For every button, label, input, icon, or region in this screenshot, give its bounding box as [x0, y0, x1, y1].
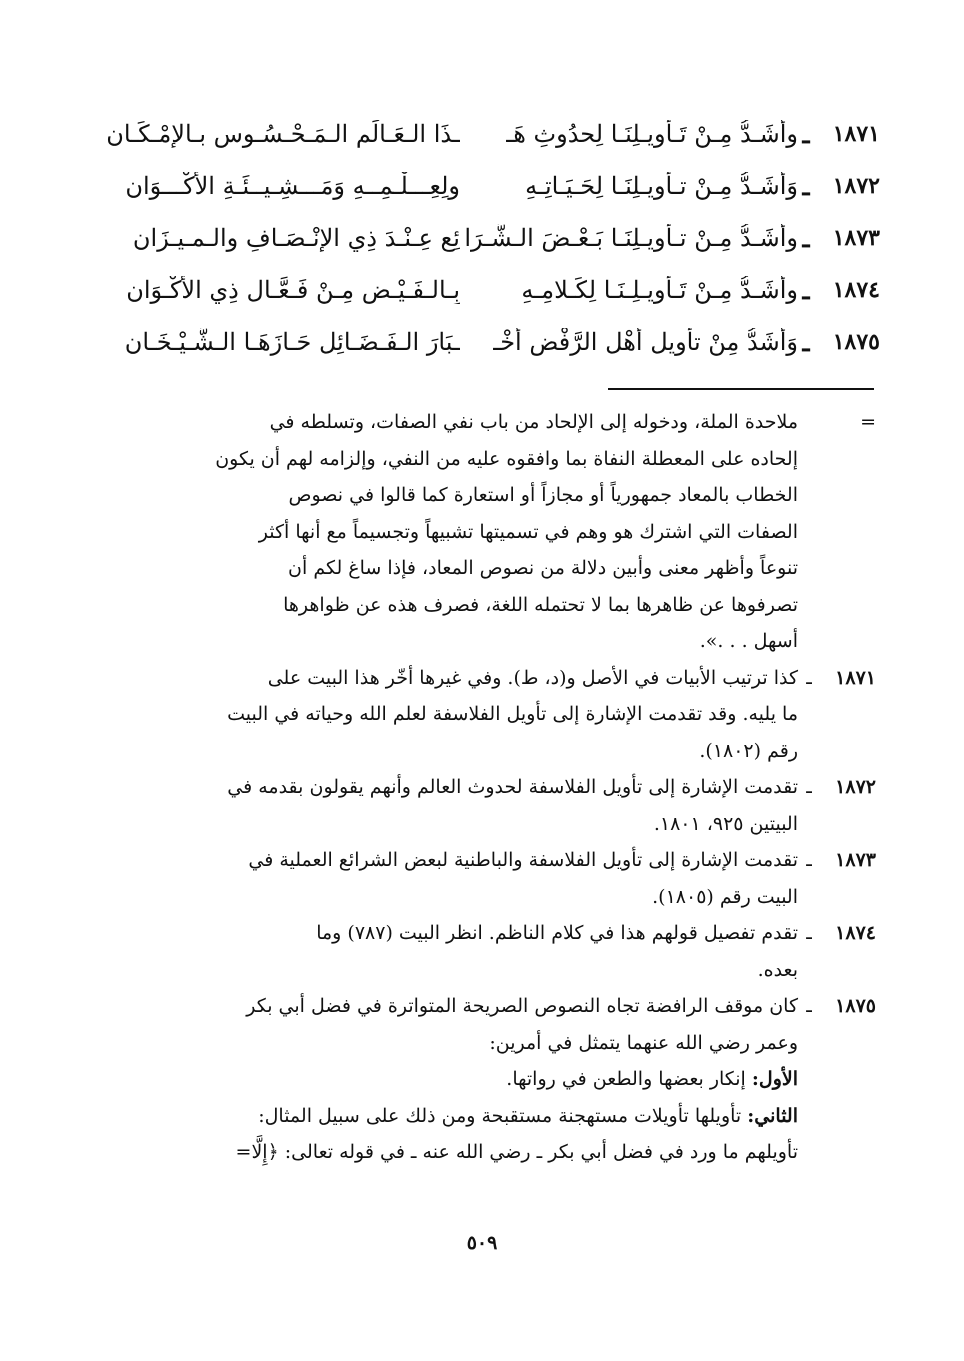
poem-verses	[80, 108, 880, 368]
footnote-line: الخطاب بالمعاد جمهورياً أو مجازاً أو استعارة كما قالوا في نصوص	[288, 484, 798, 506]
verse-second-hemistich: ولِعِـــلْـمِــهِ وَمَـــشِـيــئَـةِ الأكْـــوَانِ	[125, 172, 460, 200]
footnote-number: ١٨٧٥	[835, 995, 876, 1017]
verse-number: ١٨٧٤	[832, 277, 880, 303]
footnote-line: أسهل . . .».	[699, 630, 798, 652]
item-text: تأويلها تأويلات مستهجنة مستقبحة ومن ذلك على سبيل المثال:	[258, 1104, 748, 1127]
verse-row	[80, 160, 880, 212]
footnote	[80, 988, 876, 1171]
verse-first-hemistich: وأشَـدُّ مِـنْ تَـأويـلِنَـا لِحدُوثِ هَـ	[506, 120, 798, 148]
footnote-continuation	[80, 404, 876, 660]
footnote-line: تقدمت الإشارة إلى تأويل الفلاسفة لحدوث العالم وأنهم يقولون بقدمه في	[227, 776, 798, 798]
item-label: الثاني:	[747, 1104, 798, 1127]
footnote-line: كذا ترتيب الأبيات في الأصل و(د، ط). وفي غيرها أخّر هذا البيت على	[267, 666, 798, 689]
footnote-dash: ـ	[806, 849, 812, 871]
footnote-dash: ـ	[806, 666, 812, 689]
verse-row	[80, 264, 880, 316]
footnote-body	[80, 660, 798, 770]
footnote-line: تأويلهم ما ورد في فضل أبي بكر ـ رضي الله عنه ـ في قوله تعالى: ﴿إِلَّا=	[235, 1141, 798, 1163]
verse-second-hemistich: ـبَارَ الـفَـضَـائِلِ حَـازَهَـا الـشَّـيْـخَـانِ	[124, 328, 460, 356]
footnote-line: تقدمت الإشارة إلى تأويل الفلاسفة والباطنية لبعض الشرائع العملية في	[248, 849, 798, 871]
verse-number: ١٨٧٥	[832, 329, 880, 355]
footnote	[80, 660, 876, 770]
footnote-dash: ـ	[806, 922, 812, 944]
verse-row	[80, 212, 880, 264]
footnote-line: ملاحدة الملة، ودخوله إلى الإلحاد من باب نفي الصفات، وتسلطه في	[269, 411, 798, 433]
footnote-body	[80, 404, 798, 660]
footnote-dash: ـ	[806, 995, 812, 1017]
verse-dash: ـ	[802, 119, 810, 149]
verse-dash: ـ	[802, 275, 810, 305]
footnote-line: تنوعاً وأظهر معنى وأبين دلالة من نصوص المعاد، فإذا ساغ لكم أن	[288, 557, 798, 579]
page-number: ٥٠٩	[466, 1232, 498, 1254]
footnotes	[80, 404, 876, 1171]
item-label: الأول:	[751, 1068, 798, 1090]
footnote-number: ١٨٧٣	[835, 849, 876, 871]
verse-dash: ـ	[802, 171, 810, 201]
footnote-number: ١٨٧١	[835, 666, 876, 689]
verse-dash: ـ	[802, 327, 810, 357]
verse-dash: ـ	[802, 223, 810, 253]
verse-second-hemistich: ـذَا الـعَـالَمِ الـمَـحْـسُـوسِ بـالإمْـكَـانِ	[106, 120, 460, 148]
footnote	[80, 915, 876, 988]
verse-number: ١٨٧٢	[832, 173, 880, 199]
footnote-line: البيت رقم (١٨٠٥).	[652, 885, 798, 908]
footnote-body	[80, 988, 798, 1171]
footnote-body	[80, 915, 798, 988]
footnote-line: بعده.	[757, 958, 798, 981]
footnote-line: رقم (١٨٠٢).	[699, 739, 798, 762]
verse-first-hemistich: وَأَشَدُّ مِنْ تأويلِ أهْلِ الرَّفْضِ أخْـ	[493, 328, 798, 356]
footnote-line: ما يليه. وقد تقدمت الإشارة إلى تأويل الفلاسفة لعلم الله وحياته في البيت	[227, 703, 798, 725]
footnote-dash: ـ	[806, 776, 812, 798]
footnote	[80, 842, 876, 915]
footnote-line: تصرفوها عن ظاهرها بما لا تحتمله اللغة، فصرف هذه عن ظواهرها	[283, 593, 798, 616]
verse-second-hemistich: بِـالـفَـيْـضِ مِـنْ فَـعَّـالِ ذِي الأكْـوَانِ	[126, 276, 460, 304]
footnote-line: وعمر رضي الله عنهما يتمثل في أمرين:	[489, 1031, 798, 1054]
verse-first-hemistich: وأَشَـدُّ مِـنْ تـأويـلِنَـا بَـعْـضَ الـشَّـرَا	[464, 224, 798, 252]
verse-number: ١٨٧١	[832, 121, 880, 147]
footnote-item	[80, 1061, 798, 1098]
verse-second-hemistich: ئِعِ عِـنْـدَ ذِي الإنْـصَـافِ والـمـيـزَانِ	[132, 224, 460, 252]
footnote-body	[80, 769, 798, 842]
footnote-line: تقدم تفصيل قولهم هذا في كلام الناظم. انظر البيت (٧٨٧) وما	[316, 922, 798, 944]
footnote-number: ١٨٧٤	[835, 922, 876, 944]
footnote-separator	[608, 388, 874, 390]
continuation-marker: =	[860, 411, 876, 433]
verse-row	[80, 316, 880, 368]
footnote-line: كان موقف الرافضة تجاه النصوص الصريحة المتواترة في فضل أبي بكر	[246, 995, 798, 1017]
footnote-line: إلحاده على المعطلة النفاة بما وافقوه عليه من النفي، وإلزامه لهم أن يكون	[215, 447, 798, 470]
verse-first-hemistich: وَأشَـدُّ مِـنْ تـأويـلِنَـا لِحَـيَـاتِـهِ	[525, 172, 798, 200]
verse-row	[80, 108, 880, 160]
verse-number: ١٨٧٣	[832, 225, 880, 251]
footnote-item	[80, 1098, 798, 1135]
item-text: إنكار بعضها والطعن في رواتها.	[506, 1068, 752, 1090]
footnote-line: الصفات التي اشترك هو وهم في تسميتها تشبيهاً وتجسيماً مع أنها أكثر	[258, 520, 798, 543]
footnote-body	[80, 842, 798, 915]
footnote-number: ١٨٧٢	[835, 776, 876, 798]
footnote-line: البيتين ٩٢٥، ١٨٠١.	[653, 812, 798, 835]
verse-first-hemistich: وأشَـدُّ مِـنْ تَـأْوِيـلِـنَـا لِكَـلامِـهِ	[521, 276, 798, 304]
footnote	[80, 769, 876, 842]
